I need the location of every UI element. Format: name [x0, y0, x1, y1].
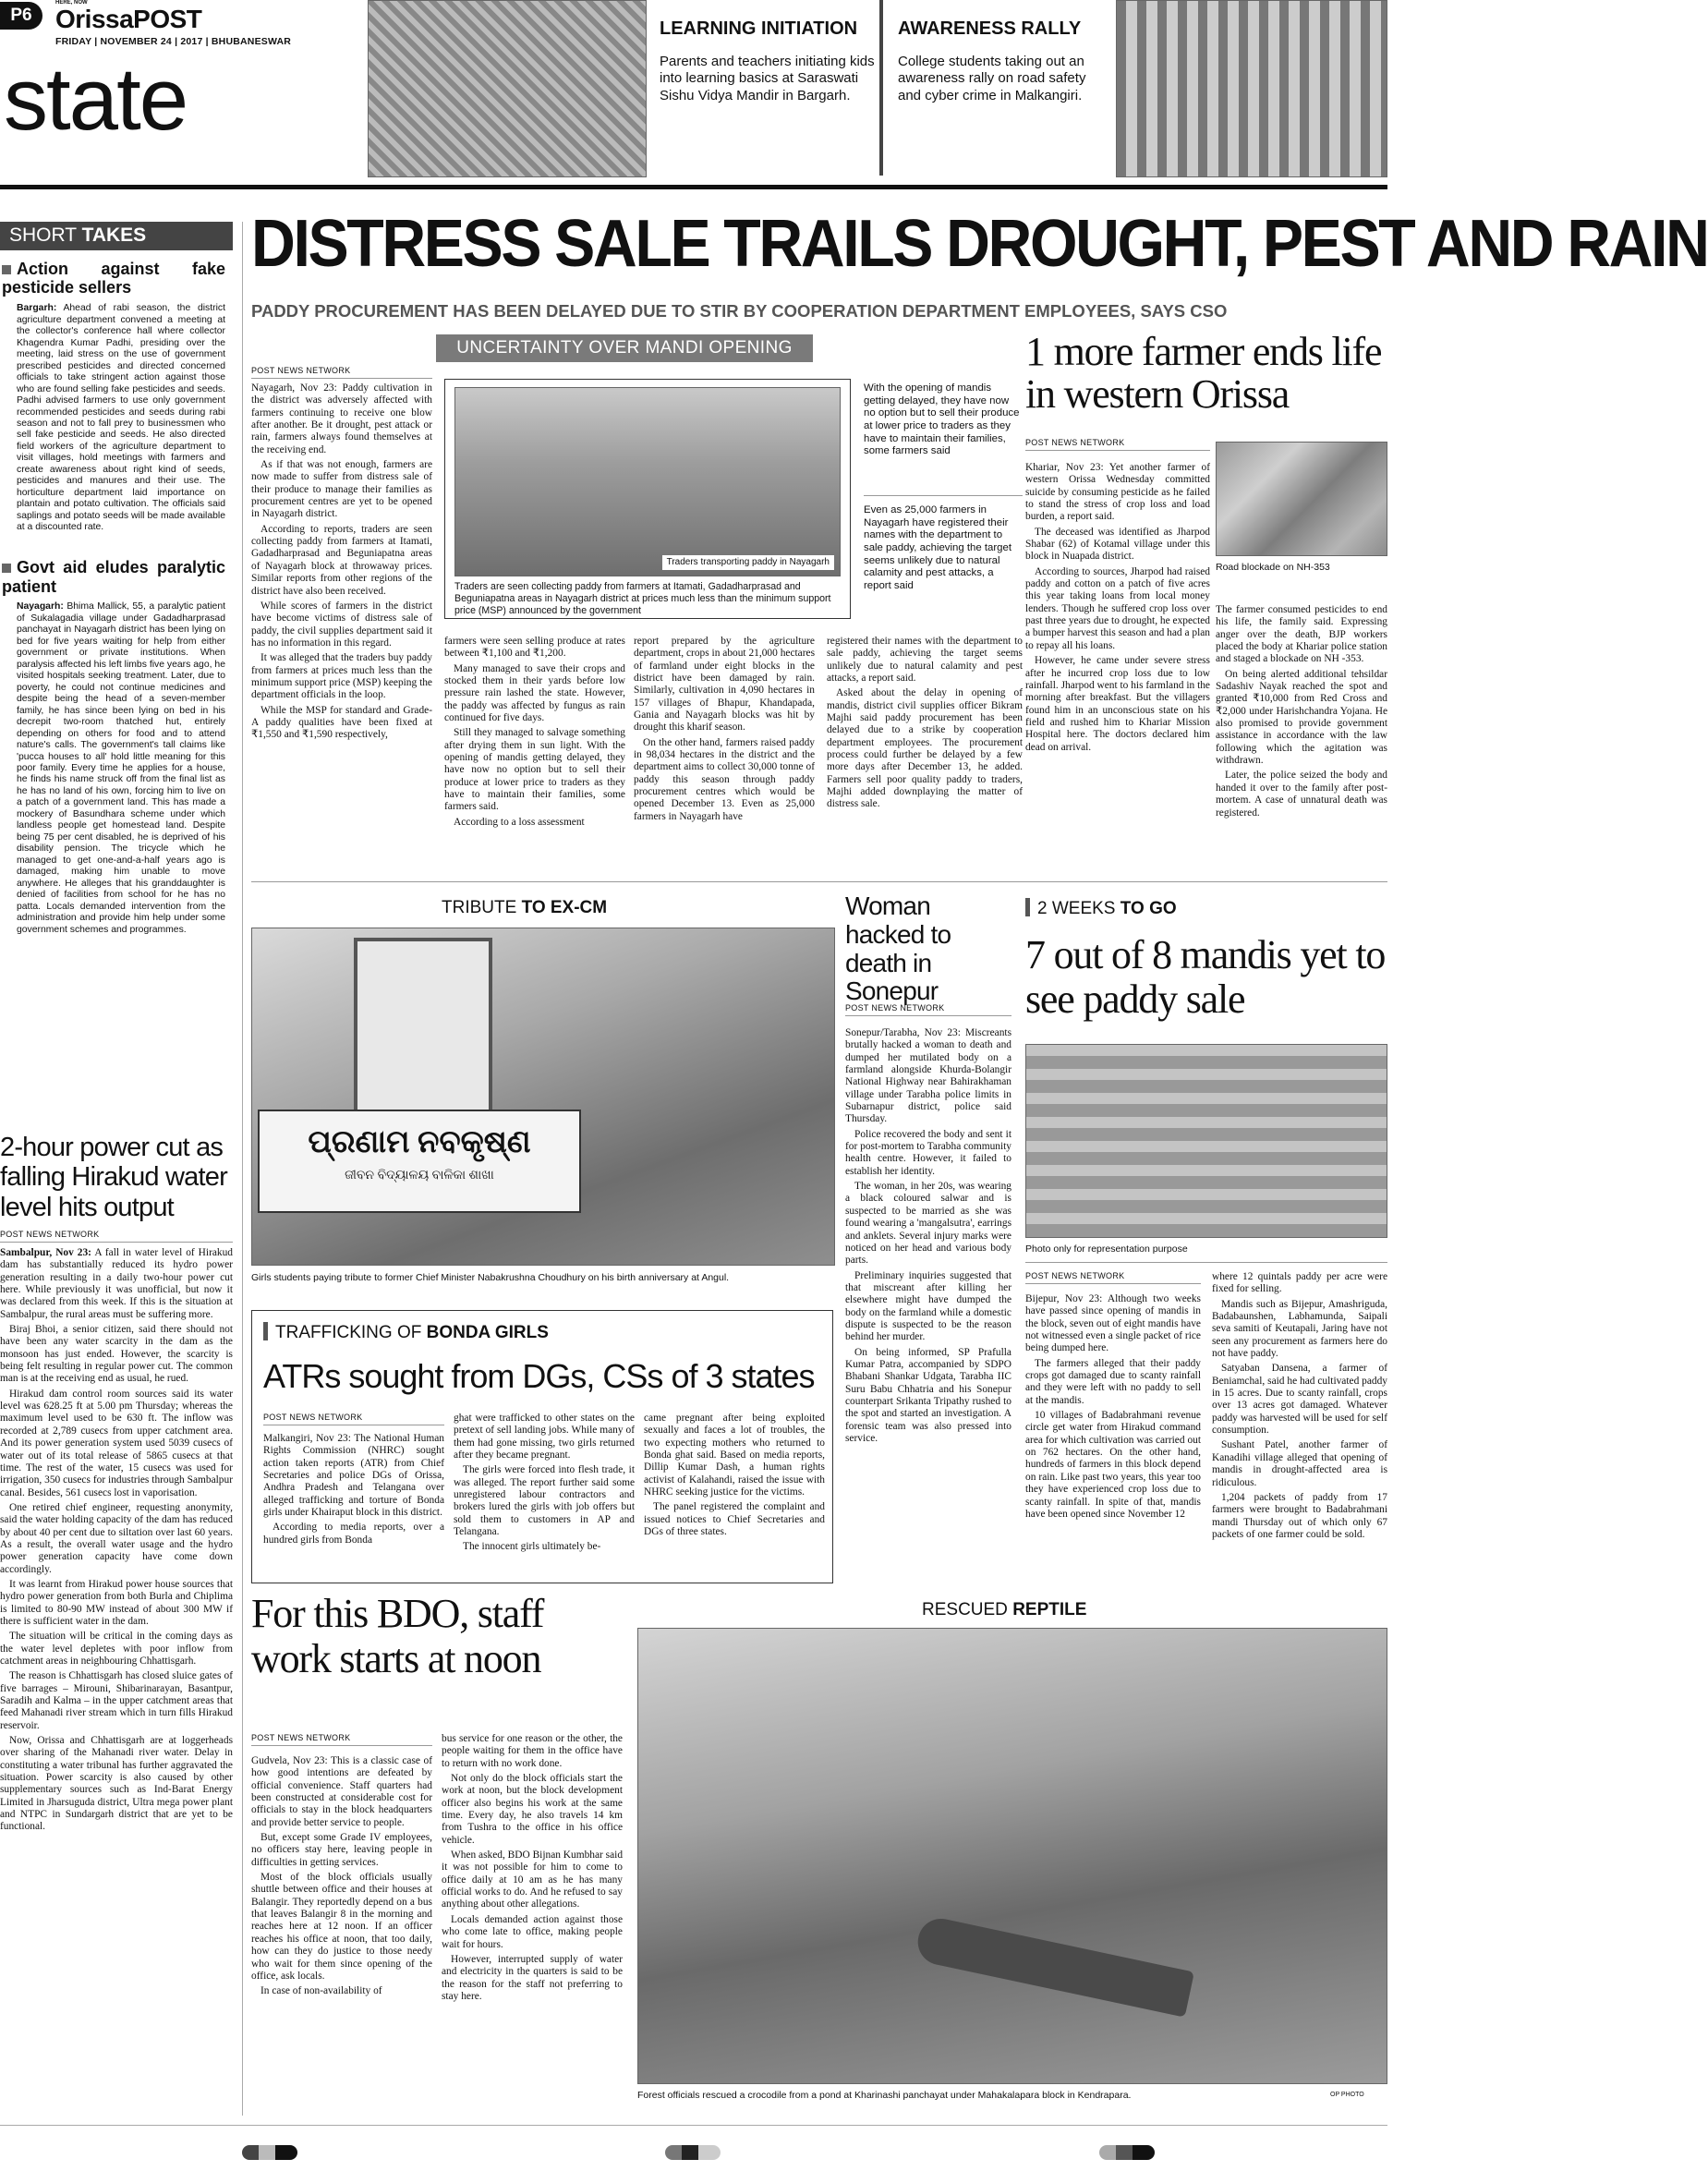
reptile-photo — [637, 1628, 1387, 2084]
masthead — [0, 0, 360, 176]
portrait — [354, 938, 492, 1122]
section-rule — [251, 881, 1387, 882]
lead-photo — [454, 387, 841, 576]
footer-rule — [0, 2125, 1387, 2126]
farmer-photo-caption: Road blockade on NH-353 — [1216, 562, 1330, 573]
paragraph: Asked about the delay in opening of mandis, district civil supplies officer Bikram Majhi said paddy procurement has been delayed due to a strike by cooperation department employees. The procurement process could further be delayed by a few more days after December 13, he added. Farmers sell poor quality paddy to traders, Majhi added downplaying the matter of distress sale. — [827, 687, 1023, 810]
teaser-photo-rally — [1116, 0, 1387, 177]
lead-headline: DISTRESS SALE TRAILS DROUGHT, PEST AND RAIN — [251, 207, 1708, 281]
teaser-awareness — [898, 18, 1096, 105]
mandi-col-2 — [1212, 1271, 1387, 1544]
paragraph: On the other hand, farmers raised paddy in 98,034 hectares in the district and the department aims to collect 30,000 tonne of paddy this season through paddy procurement centres which would be opened December 13. Even as 25,000 farmers in Nayagarh have — [634, 736, 815, 822]
lead-col-4 — [827, 636, 1023, 814]
farmer-col-1 — [1025, 462, 1210, 757]
bdo-byline: POST NEWS NETWORK — [251, 1733, 432, 1746]
paragraph: Sambalpur, Nov 23: A fall in water level of Hirakud dam has substantially reduced its hydro power generation resulting in a daily two-hour power cut here. While previously it was unofficial, but now it was declared from this week. If this is the situation at Sambalpur, the rural areas must be suffering more. — [0, 1247, 234, 1320]
teaser-text: Parents and teachers initiating kids into learning basics at Saraswati Sishu Vidya Mandir in Bargarh. — [660, 53, 875, 104]
paragraph: The farmers alleged that their paddy crops got damaged due to scanty rainfall and they were left with no paddy to sell at the mandis. — [1025, 1357, 1201, 1406]
paragraph: Now, Orissa and Chhattisgarh are at loggerheads over sharing of the Mahanadi river water. Delay in constituting a water tribunal has further aggravated the situation. Power scarcity is also caused by other supplementary sources such as Ind-Barat Energy Limited in Jharsuguda district, Ultra mega power plant and NTPC in Sundargarh district that are yet to be functional. — [0, 1735, 233, 1833]
lead-col-2 — [444, 636, 625, 831]
teaser-text: College students taking out an awareness rally on road safety and cyber crime in Malkangiri. — [898, 53, 1086, 104]
brand-logo: OrissaPOST — [55, 5, 202, 33]
paragraph: came pregnant after being exploited sexually and faces a lot of troubles, the two expecting mothers who returned to Bonda ghat said. Based on media reports, Dillip Kumar Dash, a human rights activist of Kalahandi, raised the issue with NHRC seeking justice for the victims. — [644, 1413, 825, 1498]
brand-tag: HERE, NOW — [55, 0, 88, 6]
paragraph: On being alerted additional tehsildar Sadashiv Nayak reached the spot and granted ₹10,000 from Red Cross and ₹2,000 under Harishchandra Yojana. He also promised to provide government assistance in accordance with the law following which the agitation was withdrawn. — [1216, 668, 1387, 767]
lead-caption: Traders are seen collecting paddy from farmers at Itamati, Gadadharprasad and Beguniapatna areas in Nayagarh district at prices much less than the minimum support price (MSP) announced by the government — [454, 581, 831, 617]
paragraph: In case of non-availability of — [260, 1985, 382, 1997]
mandi-rule — [1025, 1262, 1387, 1263]
teaser-title: AWARENESS RALLY — [898, 18, 1082, 39]
paragraph: However, he came under severe stress after he incurred crop loss due to low rainfall. Jharpod went to his farmland in the morning after breakfast. But the villagers found him in an unconscious state on his field and rushed him to Khariar Mission Hospital here. The doctors declared him dead on arrival. — [1025, 655, 1210, 753]
paragraph: bus service for one reason or the other, the people waiting for them in the office have to return with no work done. — [442, 1733, 623, 1769]
paragraph: registered their names with the department to sale paddy, achieving the target seems unlikely due to natural calamity and pest attacks, a report said. — [827, 636, 1023, 685]
headline: 2-hour power cut as falling Hirakud water level hits output — [0, 1133, 227, 1222]
paragraph: Hirakud dam control room sources said its water level was 628.25 ft at 5.00 pm Thursday; whereas the maximum level used to be 630 ft. The inflow was recorded at 2,789 cusecs from upper catchment area. And its power generation system used 5039 cusecs of water out of its total release of 5865 cusecs at that time. The rest of the water, 15 cusecs was used for irrigation, 350 cusecs for industries through Sambalpur canal. Besides, 561 cusecs lost in vaporisation. — [0, 1388, 233, 1498]
paragraph: According to sources, Jharpod had raised paddy and cotton on a patch of five acres this year taking loans from local money lenders. Though he suffered crop loss over past three years due to drought, he expected a bumper harvest this season and had a plan to repay all his loans. — [1025, 565, 1210, 651]
paragraph: However, interrupted supply of water and electricity in the quarters is said to be the reason for the staff not preferring to stay here. — [442, 1953, 623, 2002]
reptile-caption: Forest officials rescued a crocodile from a pond at Kharinashi panchayat under Mahakalapara block in Kendrapara. — [637, 2090, 1132, 2101]
paragraph: The reason is Chhattisgarh has closed sluice gates of five barrages – Mirouni, Shibarinarayan, Basantpur, Saradih and Kalma – in the upper catchment areas that feed Mahanadi river stream which in turn fills Hirakud reservoir. — [0, 1670, 233, 1731]
power-cut-article — [0, 1133, 233, 1837]
paragraph: Biraj Bhoi, a senior citizen, said there should not have been any water scarcity in the dam as the monsoon has just ended. However, the scarcity is being felt resulting in regular power cut. The common man is at the receiving end as usual, he rued. — [0, 1324, 233, 1385]
paragraph: Satyaban Dansena, a farmer of Beniamchal, said he had cultivated paddy in 15 acres. Due to scanty rainfall, crops over 13 acres got damaged. Whatever paddy was harvested will be used for self consumption. — [1212, 1363, 1387, 1437]
paragraph: The woman, in her 20s, was wearing a black coloured salwar and is suspected to be married as she was found wearing a 'mangalsutra', earrings and anklets. Several injury marks were noticed on her head and various body parts. — [845, 1181, 1011, 1267]
paragraph: Sonepur/Tarabha, Nov 23: Miscreants brutally hacked a woman to death and dumped her mutilated body on a farmland alongside Khurda-Bolangir National Highway near Bahirakhaman village under Tarabha police limits in Subarnapur district, police said Thursday. — [845, 1027, 1011, 1125]
lead-photo-box — [444, 379, 851, 619]
lead-col-3 — [634, 636, 815, 826]
farmer-col-2 — [1216, 604, 1387, 822]
paragraph: where 12 quintals paddy per acre were fixed for selling. — [1212, 1271, 1387, 1295]
teaser-title: LEARNING INITIATION — [660, 18, 858, 39]
mandi-byline: POST NEWS NETWORK — [1025, 1271, 1201, 1284]
column-rule — [242, 222, 243, 2116]
woman-byline: POST NEWS NETWORK — [845, 1003, 1011, 1016]
paragraph: Locals demanded action against those who come late to office, making people wait for hours. — [442, 1913, 623, 1950]
paragraph: Gudvela, Nov 23: This is a classic case of how good intentions are defeated by official convenience. Staff quarters had been constructed at considerable cost for officials to stay in the block headquarters and provide better service to people. — [251, 1755, 432, 1828]
paragraph: According to media reports, over a hundred girls from Bonda — [263, 1522, 444, 1546]
paragraph: 1,204 packets of paddy from 17 farmers were brought to Badabrahmani mandi Thursday out of which only 67 packets of one farmer could be sold. — [1212, 1491, 1387, 1540]
short-takes — [0, 222, 233, 939]
tribute-photo — [251, 928, 835, 1266]
paragraph: Mandis such as Bijepur, Amashriguda, Badabaunshen, Labhamunda, Saipali seva samiti of Keutapali, Jaring have not seen any procurement as farmers here do not have paddy. — [1212, 1298, 1387, 1360]
short-takes-header: SHORT TAKES — [0, 222, 233, 250]
mandi-photo-caption: Photo only for representation purpose — [1025, 1243, 1188, 1255]
paragraph: Later, the police seized the body and handed it over to the family after post-mortem. A case of unnatural death was registered. — [1216, 770, 1387, 819]
paragraph: The farmer consumed pesticides to end his life, the family said. Expressing anger over the death, BJP workers placed the body at Khariar police station and staged a blockade on NH -353. — [1216, 604, 1387, 665]
paragraph: One retired chief engineer, requesting anonymity, said the water holding capacity of the dam has reduced by about 40 per cent due to siltation over last 60 years. As a result, the overall water usage and the hydro power generation capacity have come down accordingly. — [0, 1501, 233, 1575]
issue-date: FRIDAY | NOVEMBER 24 | 2017 | BHUBANESWAR — [55, 36, 292, 47]
reg-mark — [1099, 2145, 1155, 2160]
paragraph: According to a loss assessment — [454, 816, 585, 828]
paragraph: It was alleged that the traders buy paddy from farmers at prices much less than the minimum support price (MSP) keeping the department officials in the loop. — [251, 652, 432, 701]
paragraph: ghat were trafficked to other states on the pretext of sell landing jobs. While many of them had gone missing, two girls returned after they became pregnant. — [454, 1413, 635, 1461]
paragraph: On being informed, SP Prafulla Kumar Patra, accompanied by SDPO Bhabani Shankar Udgata, Tarabha IIC Suru Babu Chhatria and his Sonepur counterpart Srikanta Tripathy rushed to the spot and started an investigation. A forensic team was also pressed into service. — [845, 1346, 1011, 1444]
farmer-photo — [1216, 442, 1387, 556]
paragraph: But, except some Grade IV employees, no officers stay here, leaving people in difficulties in getting services. — [251, 1832, 432, 1868]
paragraph: The situation will be critical in the coming days as the water level depletes with poor inflow from catchment areas in neighbouring Chhattisgarh. — [0, 1631, 233, 1668]
reg-mark — [242, 2145, 297, 2160]
paragraph: According to reports, traders are seen collecting paddy from farmers at Itamati, Gadadharprasad and Beguniapatna areas of Nayagarh block at throwaway prices. Similar reports from other regions of the district have also been received. — [251, 523, 432, 597]
tribute-banner: ପ୍ରଣାମ ନବକୃଷ୍ଣ ଜୀବନ ବିଦ୍ୟାଳୟ ବାଳିକା ଶାଖା — [258, 1110, 581, 1213]
woman-body — [845, 1027, 1011, 1448]
paragraph: Nayagarh, Nov 23: Paddy cultivation in the district was adversely affected with farmers continuing to receive one blow after another. Be it drought, pest attack or rain, farmers always found themselves at the receiving end. — [251, 382, 432, 455]
paragraph: The deceased was identified as Jharpod Shabar (62) of Kotamal village under this block in Nuapada district. — [1025, 526, 1210, 563]
teaser-learning — [660, 18, 881, 105]
farmer-headline: 1 more farmer ends life in western Orissa — [1025, 329, 1382, 418]
bonda-box — [251, 1310, 833, 1583]
section-title: state — [4, 50, 188, 149]
article-body — [0, 1247, 233, 1834]
teaser-divider — [879, 0, 883, 176]
paragraph: farmers were seen selling produce at rates between ₹1,100 and ₹1,200. — [444, 636, 625, 660]
paragraph: The panel registered the complaint and issued notices to Chief Secretaries and DGs of three states. — [644, 1501, 825, 1538]
reg-mark — [665, 2145, 721, 2160]
paragraph: As if that was not enough, farmers are now made to suffer from distress sale of their produce to manage their families as procurement centres are yet to be opened in Nayagarh district. — [251, 459, 432, 520]
bonda-kicker: TRAFFICKING OF BONDA GIRLS — [263, 1322, 549, 1343]
paragraph: Many managed to save their crops and stocked them in their yards before low pressure rain lashed the state. However, the paddy was affected by fungus as rain continued for five days. — [444, 662, 625, 724]
paragraph: 10 villages of Badabrahmani revenue circle get water from Hirakud command area for which cultivation was carried out on 762 hectares. On the other hand, hundreds of farmers in this block depend on rain. Like past two years, this year too they have experienced crop loss due to scanty rainfall. In spite of that, mandis have been opened since November 12 — [1025, 1410, 1201, 1520]
teaser-photo-learning — [368, 0, 647, 177]
bonda-byline: POST NEWS NETWORK — [263, 1413, 444, 1425]
bonda-col-2 — [454, 1413, 635, 1557]
paragraph: Bijepur, Nov 23: Although two weeks have passed since opening of mandis in the block, seven out of eight mandis have not witnessed even a single packet of rice being dumped here. — [1025, 1293, 1201, 1354]
paragraph: Preliminary inquiries suggested that that miscreant after killing her elsewhere might have dumped the body on the farmland while a domestic dispute is suspected to be the reason behind her murder. — [845, 1269, 1011, 1343]
paragraph: When asked, BDO Bijnan Kumbhar said it was not possible for him to come to office daily at 10 am as he has many official works to do. And he refused to say anything about other allegations. — [442, 1850, 624, 1910]
bonda-col-3 — [644, 1413, 825, 1541]
paragraph: The innocent girls ultimately be- — [463, 1541, 601, 1553]
bonda-headline: ATRs sought from DGs, CSs of 3 states — [263, 1357, 815, 1395]
photo-tag: Traders transporting paddy in Nayagarh — [662, 555, 834, 571]
lead-deck: PADDY PROCUREMENT HAS BEEN DELAYED DUE TO STIR BY COOPERATION DEPARTMENT EMPLOYEES, SAYS CSO — [251, 301, 1228, 321]
mandi-photo — [1025, 1044, 1387, 1238]
paragraph: While scores of farmers in the district have become victims of distress sale of paddy, the civil supplies department said it has no information in this regard. — [251, 600, 432, 649]
bdo-headline: For this BDO, staff work starts at noon — [251, 1591, 544, 1682]
farmer-byline: POST NEWS NETWORK — [1025, 438, 1210, 451]
paragraph: It was learnt from Hirakud power house sources that hydro power generation from both Burla and Chiplima is limited to 80-90 MW instead of about 300 MW if there is sufficient water in the dam. — [0, 1578, 233, 1627]
lead-banner: UNCERTAINTY OVER MANDI OPENING — [436, 334, 813, 362]
paragraph: The girls were forced into flesh trade, it was alleged. The report further said some unregistered labour contractors and brokers lured the girls with job offers but sold them to customers in AP and Telangana. — [454, 1464, 635, 1538]
bdo-col-1 — [251, 1755, 432, 2001]
mandi-headline: 7 out of 8 mandis yet to see paddy sale — [1025, 932, 1386, 1022]
paragraph: While the MSP for standard and Grade-A paddy qualities have been fixed at ₹1,550 and ₹1,590 respectively, — [251, 704, 432, 741]
crocodile — [914, 1914, 1194, 2017]
bonda-col-1 — [263, 1433, 444, 1549]
reptile-kicker: RESCUED REPTILE — [922, 1600, 1087, 1619]
lead-byline: POST NEWS NETWORK — [251, 366, 432, 379]
tribute-kicker: TRIBUTE TO EX-CM — [442, 898, 608, 917]
short-take-title: Govt aid eludes paralytic patient — [2, 557, 225, 596]
tribute-caption: Girls students paying tribute to former Chief Minister Nabakrushna Choudhury on his birth anniversary at Angul. — [251, 1272, 730, 1283]
masthead-rule — [0, 185, 1387, 189]
paragraph: Most of the block officials usually shuttle between office and their houses at Balangir. They reportedly depend on a bus that leaves Balangir 8 in the morning and reaches here at 12 noon. If an officer reaches his office at noon, that too daily, how can they do justice to those needy who wait for them since opening of the office, ask locals. — [251, 1872, 432, 1982]
lead-pullquote-2: Even as 25,000 farmers in Nayagarh have registered their names with the department to sale paddy, achieving the target seems unlikely due to natural calamity and pest attacks, a report said — [864, 504, 1011, 592]
registration-marks — [0, 2143, 1387, 2171]
mandi-kicker: 2 WEEKS TO GO — [1025, 898, 1177, 919]
paragraph: report prepared by the agriculture department, crops in about 21,000 hectares of farmland under eight blocks in the district have been damaged by rain. Similarly, cultivation in 4,090 hectares in 157 villages of Bhapur, Khandapada, Gania and Nayagarh blocks was hit by drought this kharif season. — [634, 636, 815, 734]
lead-col-1 — [251, 382, 432, 745]
short-take-title: Action against fake pesticide sellers — [2, 259, 225, 297]
byline: POST NEWS NETWORK — [0, 1230, 233, 1243]
paragraph: Khariar, Nov 23: Yet another farmer of western Orissa Wednesday committed suicide by consuming pesticide as he failed to stand the stress of crop loss and load burden, a report said. — [1025, 462, 1210, 523]
photo-credit: OP PHOTO — [1330, 2092, 1364, 2098]
paragraph: Police recovered the body and sent it for post-mortem to Tarabha community health centre. However, it failed to establish her identity. — [845, 1128, 1011, 1177]
bdo-col-2 — [442, 1733, 623, 2006]
paragraph: Malkangiri, Nov 23: The National Human Rights Commission (NHRC) sought action taken reports (ATR) from Chief Secretaries and police DGs of Orissa, Andhra Pradesh and Telangana over alleged trafficking and torture of Bonda girls under Khairaput block in this district. — [263, 1433, 444, 1519]
paragraph: Still they managed to salvage something after drying them in sun light. With the opening of mandis getting delayed, they have now no option but to sell their produce at lower price to traders as they have to maintain their families, some farmers said. — [444, 727, 625, 813]
page-number: P6 — [0, 2, 42, 30]
woman-headline: Woman hacked to death in Sonepur — [845, 891, 951, 1006]
mandi-col-1 — [1025, 1293, 1201, 1523]
pullquote-rule — [864, 495, 1023, 496]
paragraph: Sushant Patel, another farmer of Kanadihi village alleged that opening of mandis in drought-affected area is ridiculous. — [1212, 1439, 1387, 1488]
short-take-body: Bargarh: Ahead of rabi season, the district agriculture department convened a meeting at the collector's conference hall where collector Khagendra Kumar Padhi, presiding over the meeting, laid stress on the use of government prescribed pesticides and directed concerned officials to take stringent action against those who are found selling fake pesticides and seeds. Padhi advised farmers to use only government recommended pesticides and seeds during rabi season and not to fall prey to businessmen who sell fake pesticide and seeds. He also directed field workers of the agriculture department to visit villages, hold meetings with farmers and create awareness about right kind of seeds, pesticides and manures and their use. The horticulture department laid importance on plantain and potato cultivation. The officials said saplings and potato seeds will be made available at a discounted rate. — [17, 303, 225, 533]
short-take-body: Nayagarh: Bhima Mallick, 55, a paralytic patient of Sukalagadia village under Gadadharprasad panchayat in Nayagarh district has been lying on bed for five years waiting for help from either government or private institutions. When paralysis affected his left limbs five years ago, he visited hospitals seeking treatment. Later, due to poverty, he could not continue medicines and despite being the head of a seven-member family, he has since been lying on bed in his decrepit two-room thatched hut, entirely depending on others for food and to attend nature's calls. The government's tall claims like 'pucca houses to all' hold little meaning for this poor family. Every time he applies for a house, he finds his name struck off from the final list as he has no land of his own, forcing him to live on a patch of a government land. This has made a mockery of Basundhara scheme under which landless people get homestead land. Despite being 75 per cent disabled, he is deprived of his disability pension. The tricycle which he managed to get one-and-a-half years ago is damaged, making him unable to move anywhere. He alleges that his granddaughter is denied of facilities from school for he has no patta. Locals demanded intervention from the administration and provide him help under some government schemes and programmes. — [17, 601, 225, 935]
paragraph: Not only do the block officials start the work at noon, but the block development officer also begins his work at the same time. Every day, he also travels 14 km from Tushra to the office in his office vehicle. — [442, 1773, 623, 1846]
lead-pullquote-1: With the opening of mandis getting delayed, they have now no option but to sell their produce at lower price to traders as they have to maintain their families, some farmers said — [864, 382, 1020, 457]
